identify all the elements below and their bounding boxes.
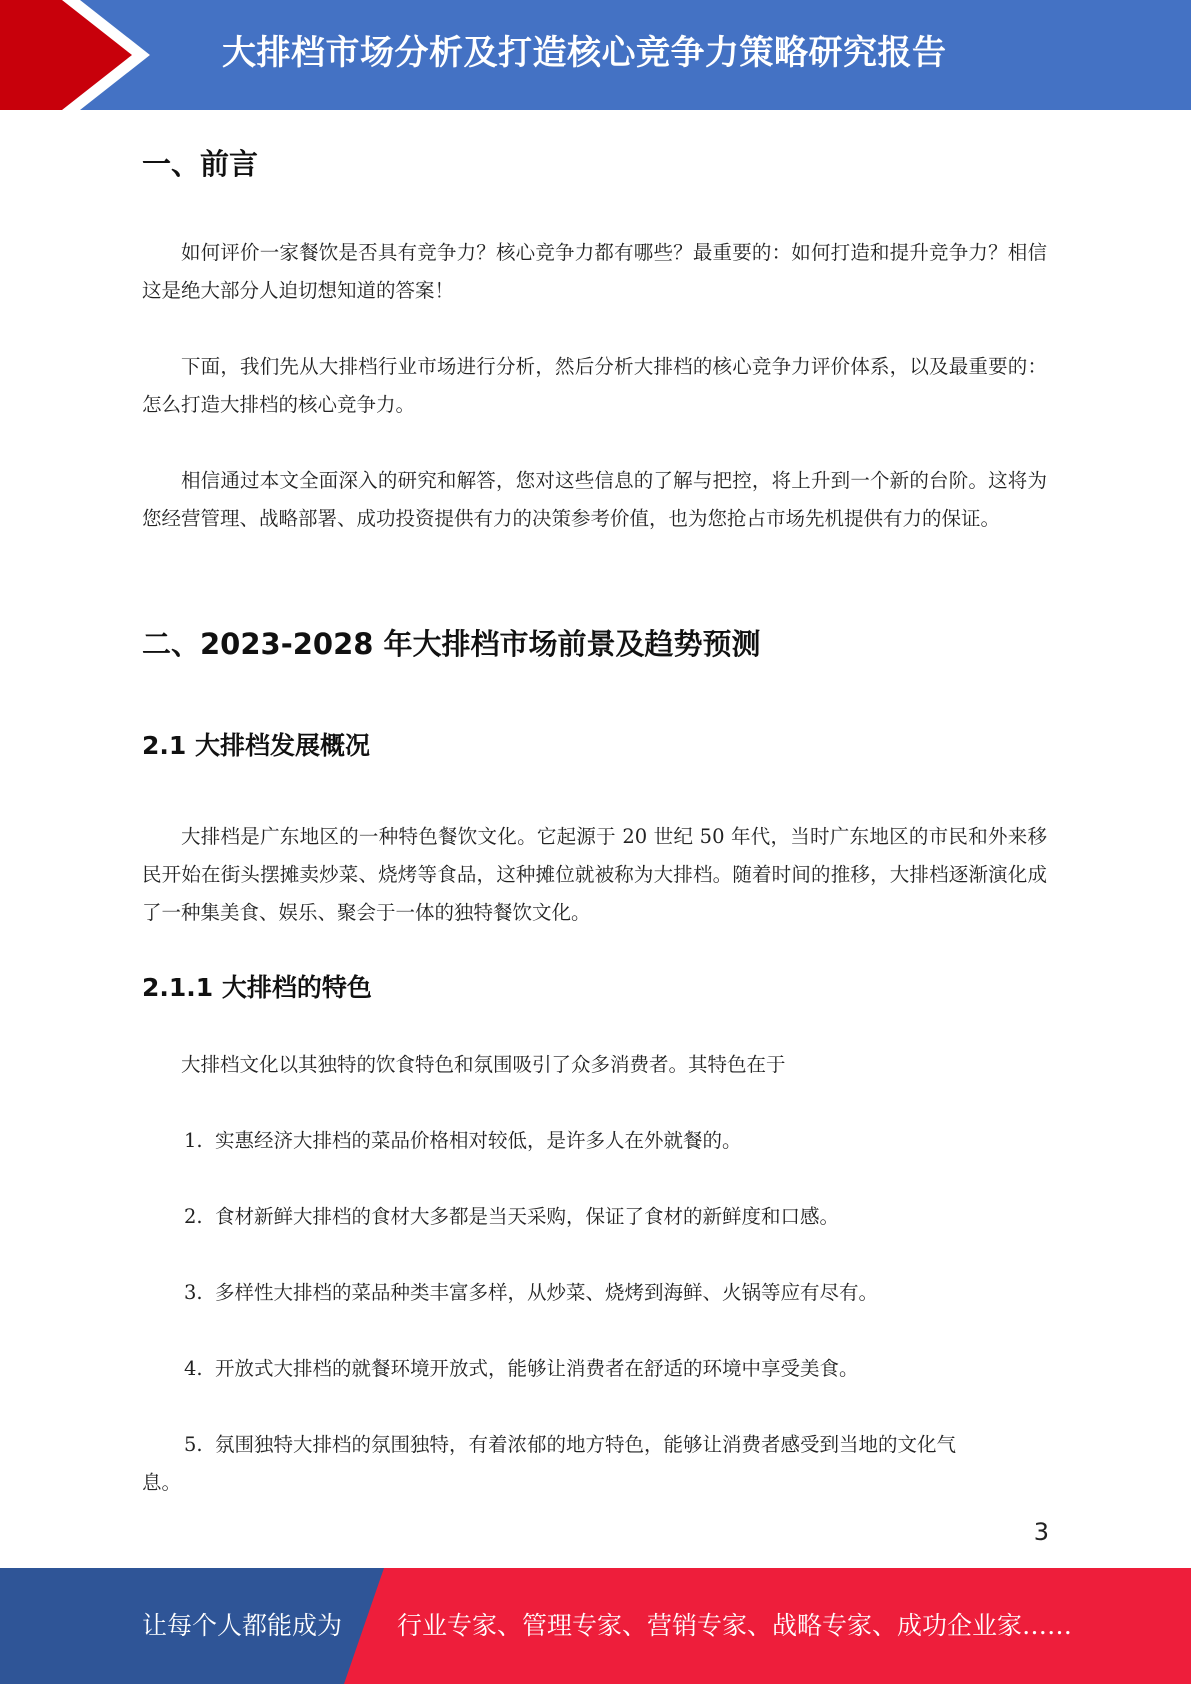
list-item bbox=[142, 1198, 1047, 1236]
list-item bbox=[142, 1350, 1047, 1388]
list-item bbox=[142, 1122, 1047, 1160]
section-1-paragraph-2: 下面，我们先从大排档行业市场进行分析，然后分析大排档的核心竞争力评价体系，以及最重要的：怎么打造大排档的核心竞争力。 bbox=[142, 355, 1047, 416]
section-2-1-heading: 2.1 大排档发展概况 bbox=[142, 731, 370, 760]
list-item-number: 3. bbox=[184, 1281, 203, 1304]
list-item-number: 1. bbox=[184, 1129, 203, 1152]
document-title: 大排档市场分析及打造核心竞争力策略研究报告 bbox=[222, 33, 947, 73]
footer-banner bbox=[0, 1568, 1191, 1684]
list-item-continuation: 息。 bbox=[142, 1471, 182, 1494]
arrow-decoration-icon bbox=[0, 0, 160, 110]
list-item bbox=[142, 1426, 1047, 1464]
header-banner bbox=[0, 0, 1191, 110]
list-item-text: 实惠经济大排档的菜品价格相对较低，是许多人在外就餐的。 bbox=[215, 1129, 742, 1152]
list-item-text: 开放式大排档的就餐环境开放式，能够让消费者在舒适的环境中享受美食。 bbox=[215, 1357, 859, 1380]
list-item bbox=[142, 1274, 1047, 1312]
section-2-heading: 二、2023-2028 年大排档市场前景及趋势预测 bbox=[142, 627, 761, 661]
page-number: 3 bbox=[1033, 1518, 1049, 1546]
list-item-number: 4. bbox=[184, 1357, 203, 1380]
section-1-paragraph-1: 如何评价一家餐饮是否具有竞争力？核心竞争力都有哪些？最重要的：如何打造和提升竞争力？相信这是绝大部分人迫切想知道的答案！ bbox=[142, 241, 1047, 302]
footer-slogan-left: 让每个人都能成为 bbox=[142, 1611, 343, 1640]
list-item-text: 氛围独特大排档的氛围独特，有着浓郁的地方特色，能够让消费者感受到当地的文化气 bbox=[215, 1433, 957, 1456]
list-item-number: 5. bbox=[184, 1433, 203, 1456]
list-item-number: 2. bbox=[184, 1205, 203, 1228]
list-item-text: 食材新鲜大排档的食材大多都是当天采购，保证了食材的新鲜度和口感。 bbox=[215, 1205, 840, 1228]
list-item-text: 多样性大排档的菜品种类丰富多样，从炒菜、烧烤到海鲜、火锅等应有尽有。 bbox=[215, 1281, 879, 1304]
section-2-1-1-paragraph: 大排档文化以其独特的饮食特色和氛围吸引了众多消费者。其特色在于 bbox=[181, 1053, 786, 1076]
footer-slogan-right: 行业专家、管理专家、营销专家、战略专家、成功企业家…… bbox=[397, 1611, 1073, 1640]
section-2-1-paragraph: 大排档是广东地区的一种特色餐饮文化。它起源于 20 世纪 50 年代，当时广东地区的市民和外来移民开始在街头摆摊卖炒菜、烧烤等食品，这种摊位就被称为大排档。随着时间的推移，大排档逐渐演化成了一种集美食、娱乐、聚会于一体的独特餐饮文化。 bbox=[142, 825, 1047, 924]
section-1-paragraph-3: 相信通过本文全面深入的研究和解答，您对这些信息的了解与把控，将上升到一个新的台阶。这将为您经营管理、战略部署、成功投资提供有力的决策参考价值，也为您抢占市场先机提供有力的保证。 bbox=[142, 469, 1047, 530]
section-1-heading: 一、前言 bbox=[142, 147, 259, 181]
section-2-1-1-heading: 2.1.1 大排档的特色 bbox=[142, 973, 372, 1002]
